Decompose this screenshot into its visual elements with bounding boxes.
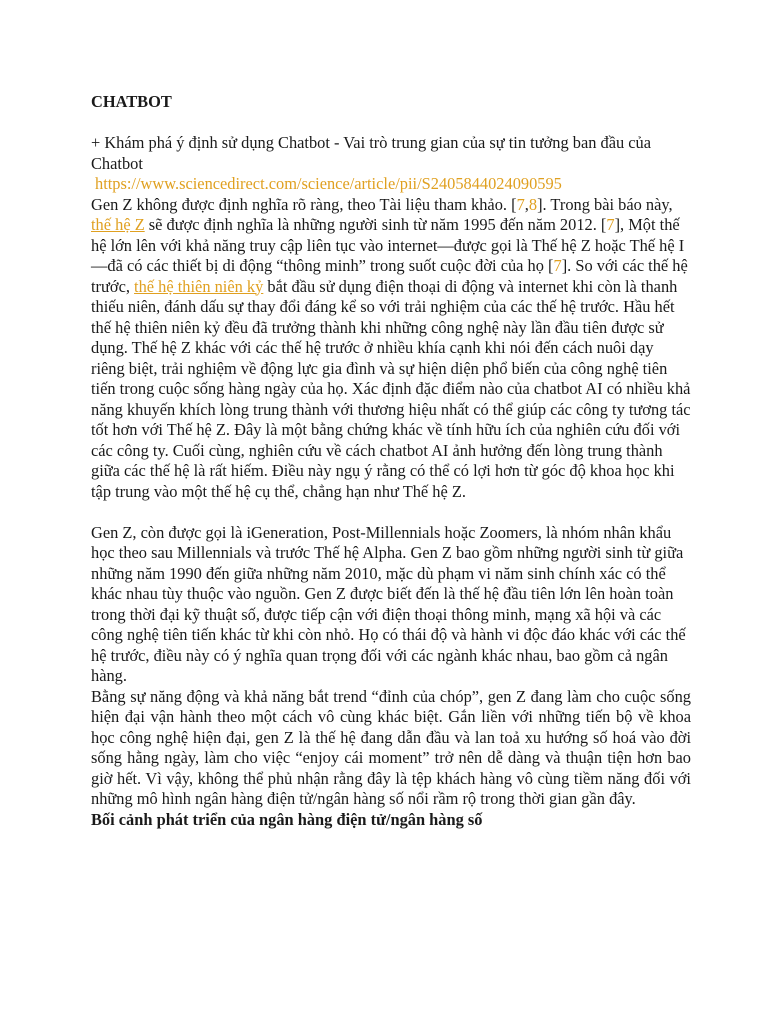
text-span: Gen Z không được định nghĩa rõ ràng, theo Tài liệu tham khảo. [ — [91, 194, 517, 214]
text-span: ]. So với các thế hệ trước, — [91, 256, 688, 296]
entry-url-line — [91, 174, 691, 195]
link-the-he-z[interactable]: thế hệ Z — [91, 215, 145, 234]
citation-link-7[interactable]: 7 — [606, 215, 615, 234]
citation-link-7[interactable]: 7 — [516, 194, 525, 214]
paragraph-gen-z-banking: Bằng sự năng động và khả năng bắt trend “đỉnh của chóp”, gen Z đang làm cho cuộc sống hiện đại vận hành theo một cách vô cùng khác biệt. Gắn liền với những tiến bộ về khoa học công nghệ hiện đại, gen Z là thế hệ đang dẫn đầu và lan toả xu hướng số hoá vào đời sống hằng ngày, làm cho việc “enjoy cái moment” trở nên dễ dàng và thuận tiện hơn bao giờ hết. Vì vậy, không thể phủ nhận rằng đây là tệp khách hàng vô cùng tiềm năng đối với những mô hình ngân hàng điện tử/ngân hàng số nổi rầm rộ trong thời gian gần đây. — [91, 686, 691, 808]
blank-line — [91, 113, 691, 134]
blank-line — [91, 502, 691, 523]
text-span: bắt đầu sử dụng điện thoại di động và internet khi còn là thanh thiếu niên, đánh dấu sự thay đổi đáng kể so với trải nghiệm của các thế hệ trước. Hầu hết thế hệ thiên niên kỷ đều đã trưởng thành khi những công nghệ này lần đầu tiên được sử dụng. Thế hệ Z khác với các thế hệ trước ở nhiều khía cạnh khi nói đến cách nuôi dạy riêng biệt, trải nghiệm về động lực gia đình và sự hiện diện phổ biến của công nghệ tiên tiến trong cuộc sống hàng ngày của họ. Xác định đặc điểm nào của chatbot AI có nhiều khả năng khuyến khích lòng trung thành với thương hiệu nhất có thể giúp các công ty tương tác tốt hơn với Thế hệ Z. Đây là một bằng chứng khác về tính hữu ích của nghiên cứu đối với các công ty. Cuối cùng, nghiên cứu về cách chatbot AI ảnh hưởng đến lòng trung thành giữa các thế hệ là rất hiếm. Điều này ngụ ý rằng có thể có lợi hơn từ góc độ khoa học khi tập trung vào một thế hệ cụ thể, chẳng hạn như Thế hệ Z. — [91, 276, 691, 501]
text-span: ]. Trong bài báo này, — [537, 194, 673, 214]
entry-heading: + Khám phá ý định sử dụng Chatbot - Vai trò trung gian của sự tin tưởng ban đầu của Chatbot — [91, 133, 652, 173]
document-title: CHATBOT — [91, 92, 172, 111]
paragraph-gen-z-definition — [91, 195, 691, 503]
entry-url-link[interactable]: https://www.sciencedirect.com/science/article/pii/S2405844024090595 — [95, 174, 562, 193]
document-page — [91, 92, 691, 830]
citation-link-7[interactable]: 7 — [553, 256, 562, 275]
link-the-he-thien-nien-ky[interactable]: thế hệ thiên niên kỷ — [134, 276, 264, 296]
citation-link-8[interactable]: 8 — [528, 194, 538, 214]
text-span: ], Một thế hệ lớn lên với khả năng truy cập liên tục vào internet—được gọi là Thế hệ Z hoặc Thế hệ I—đã có các thiết bị di động “thông minh” trong suốt cuộc đời của họ [ — [91, 215, 685, 275]
section-heading: Bối cảnh phát triển của ngân hàng điện tử/ngân hàng số — [91, 809, 483, 829]
text-span: sẽ được định nghĩa là những người sinh từ năm 1995 đến năm 2012. [ — [144, 215, 607, 234]
paragraph-gen-z-overview: Gen Z, còn được gọi là iGeneration, Post-Millennials hoặc Zoomers, là nhóm nhân khẩu học theo sau Millennials và trước Thế hệ Alpha. Gen Z bao gồm những người sinh từ giữa những năm 1990 đến giữa những năm 2010, mặc dù phạm vi năm sinh chính xác có thể khác nhau tùy thuộc vào nguồn. Gen Z được biết đến là thế hệ đầu tiên lớn lên hoàn toàn trong thời đại kỹ thuật số, được tiếp cận với điện thoại thông minh, mạng xã hội và các công nghệ tiên tiến khác từ khi còn nhỏ. Họ có thái độ và hành vi độc đáo khác với các thế hệ trước, điều này có ý nghĩa quan trọng đối với các ngành khác nhau, bao gồm cả ngân hàng. — [91, 522, 686, 685]
text-span: , — [524, 194, 529, 214]
